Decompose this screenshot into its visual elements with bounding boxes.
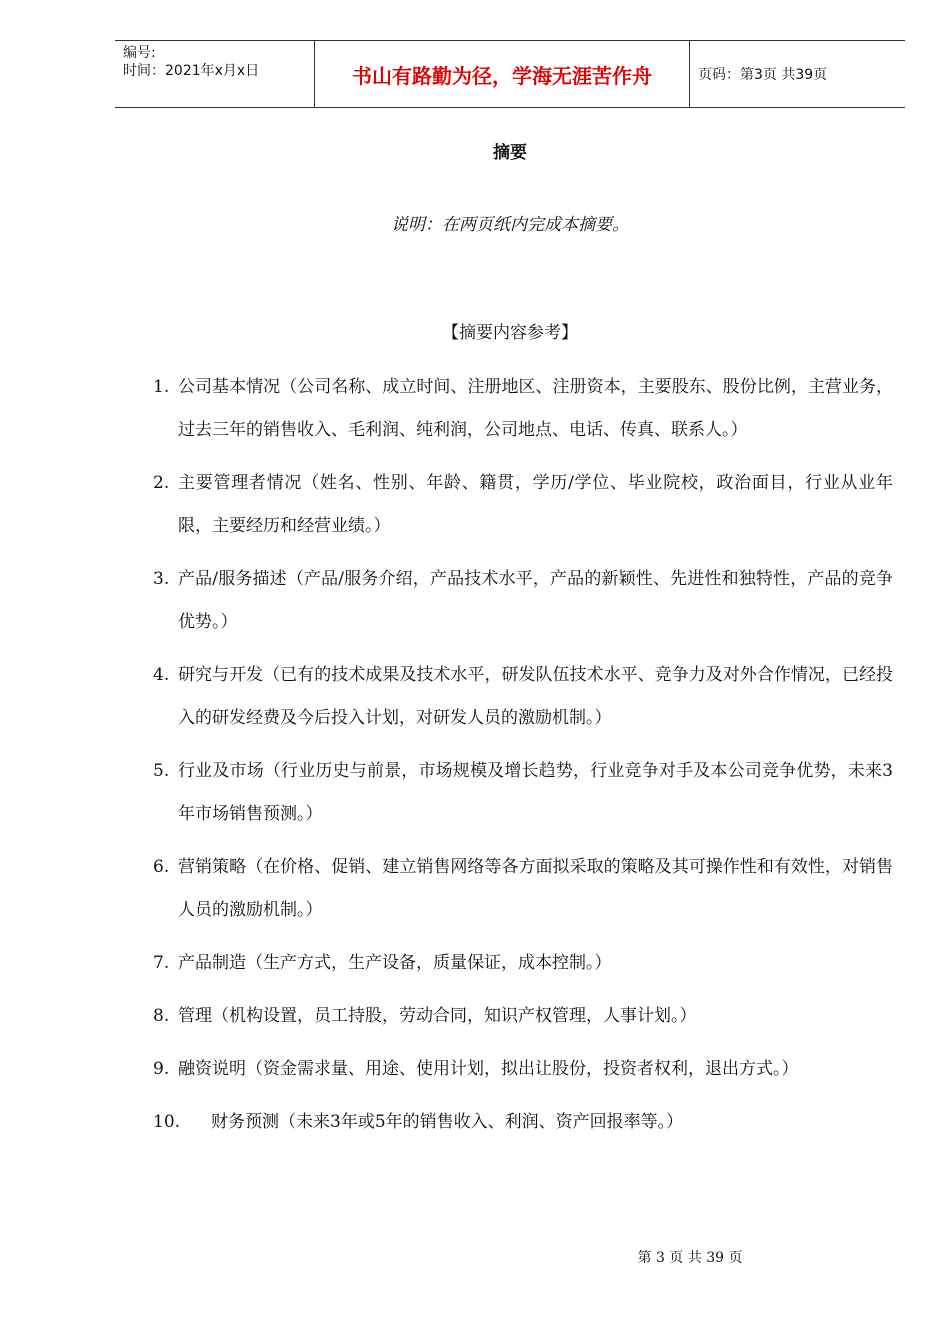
item-text: 产品制造（生产方式，生产设备，质量保证，成本控制。） [178, 953, 612, 973]
item-text: 营销策略（在价格、促销、建立销售网络等各方面拟采取的策略及其可操作性和有效性，对销售人员的激励机制。） [178, 857, 893, 920]
item-number: 2. [153, 473, 170, 493]
list-item [153, 654, 893, 740]
reference-list [153, 366, 893, 1154]
item-number: 7. [153, 953, 170, 973]
page-title: 摘要 [493, 143, 527, 163]
item-text: 产品/服务描述（产品/服务介绍，产品技术水平，产品的新颖性、先进性和独特性，产品的竞争优势。） [178, 569, 893, 632]
item-text: 行业及市场（行业历史与前景，市场规模及增长趋势，行业竞争对手及本公司竞争优势，未来3年市场销售预测。） [178, 761, 893, 824]
reference-heading: 【摘要内容参考】 [442, 323, 578, 343]
list-item [153, 558, 893, 644]
page-footer: 第 3 页 共 39 页 [637, 1250, 743, 1266]
list-item [153, 750, 893, 836]
instruction-note: 说明：在两页纸内完成本摘要。 [391, 215, 629, 235]
item-text: 研究与开发（已有的技术成果及技术水平，研发队伍技术水平、竞争力及对外合作情况，已经投入的研发经费及今后投入计划，对研发人员的激励机制。） [178, 665, 893, 728]
item-number: 6. [153, 857, 170, 877]
item-number: 4. [153, 665, 170, 685]
header-page-label: 页码：第3页 共39页 [698, 67, 828, 83]
page-header [115, 40, 905, 108]
item-number: 1. [153, 377, 170, 397]
list-item [153, 995, 893, 1038]
list-item [153, 366, 893, 452]
list-item [153, 942, 893, 985]
item-text: 财务预测（未来3年或5年的销售收入、利润、资产回报率等。） [211, 1112, 684, 1132]
list-item [153, 846, 893, 932]
item-number: 3. [153, 569, 170, 589]
header-motto: 书山有路勤为径，学海无涯苦作舟 [315, 41, 690, 107]
item-text: 公司基本情况（公司名称、成立时间、注册地区、注册资本，主要股东、股份比例，主营业务，过去三年的销售收入、毛利润、纯利润，公司地点、电话、传真、联系人。） [178, 377, 893, 440]
list-item [153, 462, 893, 548]
item-text: 主要管理者情况（姓名、性别、年龄、籍贯，学历/学位、毕业院校，政治面目，行业从业年限，主要经历和经营业绩。） [178, 473, 893, 536]
item-number: 10. [153, 1112, 181, 1132]
time-label: 时间：2021年x月x日 [123, 63, 260, 79]
header-meta [115, 41, 315, 107]
list-item [153, 1048, 893, 1091]
item-text: 融资说明（资金需求量、用途、使用计划，拟出让股份，投资者权利，退出方式。） [178, 1059, 799, 1079]
serial-label: 编号: [123, 45, 156, 61]
item-text: 管理（机构设置，员工持股，劳动合同，知识产权管理，人事计划。） [178, 1006, 697, 1026]
item-number: 9. [153, 1059, 170, 1079]
list-item [153, 1101, 893, 1144]
item-number: 8. [153, 1006, 170, 1026]
item-number: 5. [153, 761, 170, 781]
